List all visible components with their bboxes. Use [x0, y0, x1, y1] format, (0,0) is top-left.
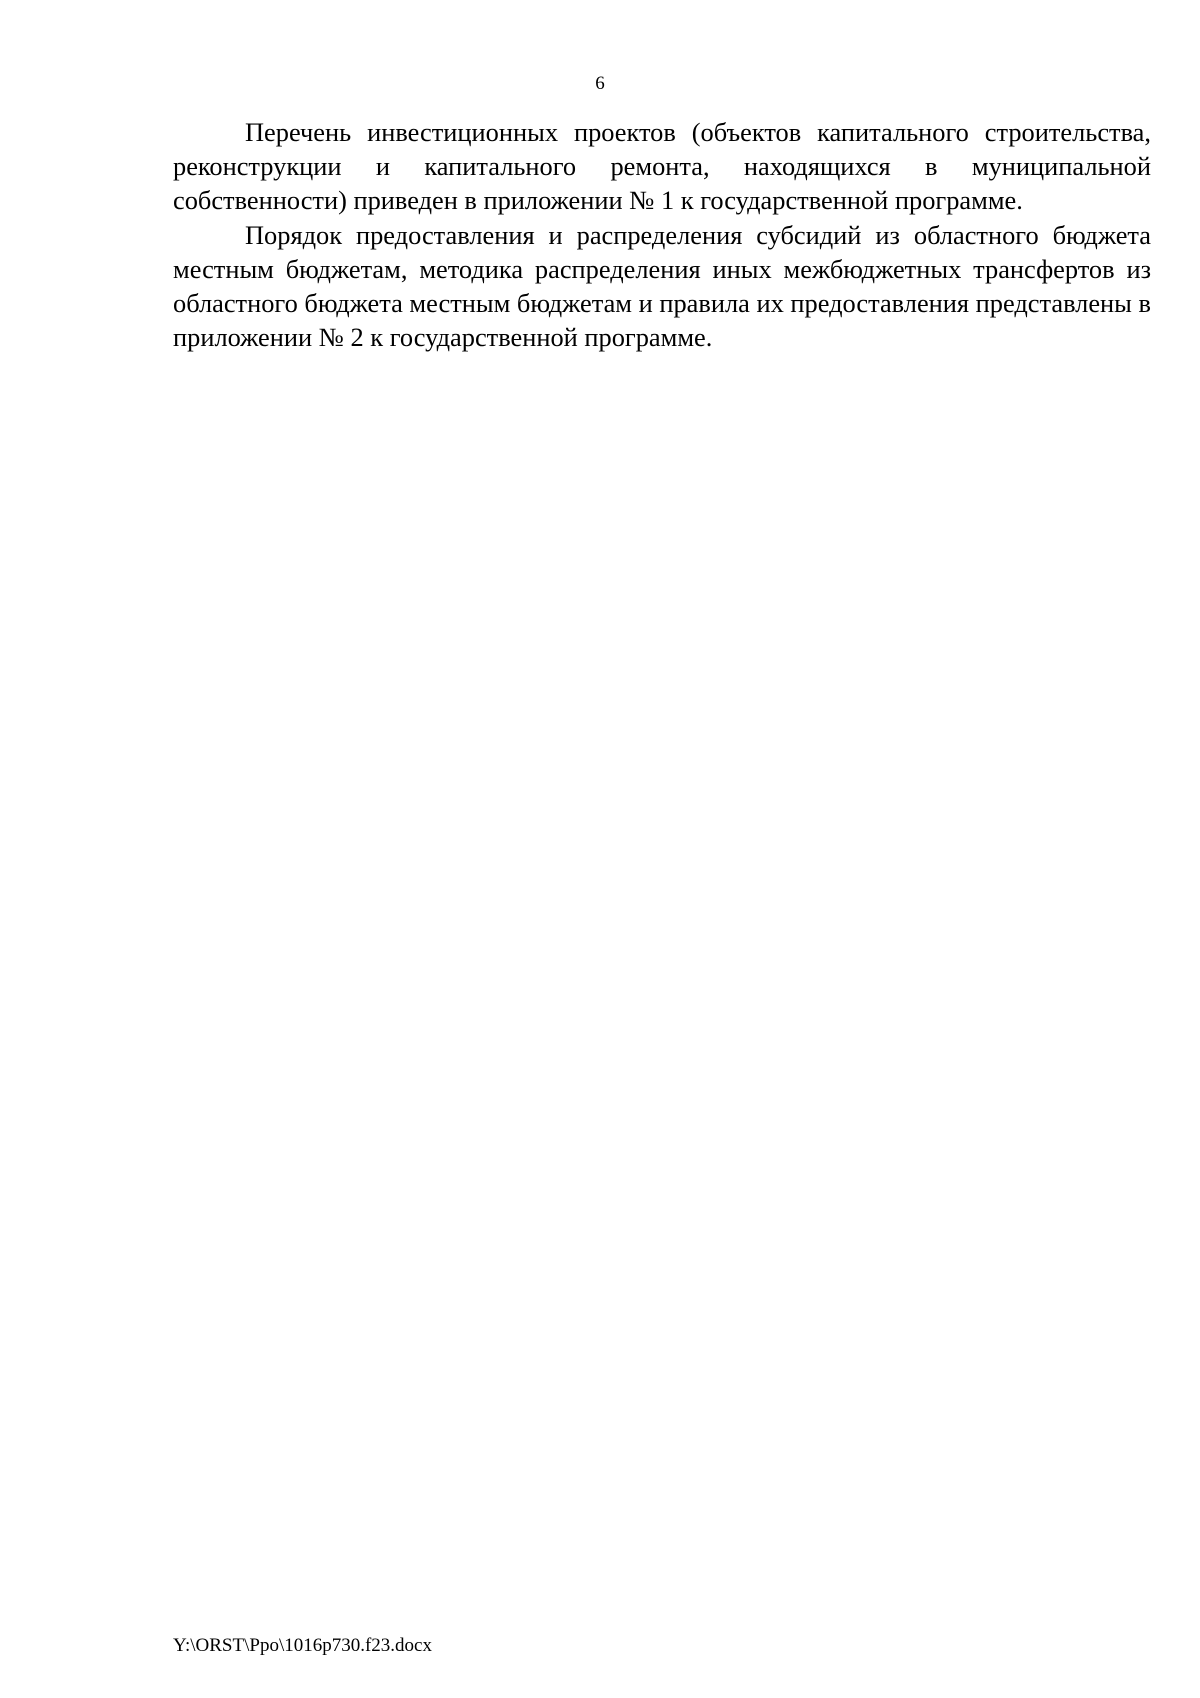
paragraph-investment-projects: Перечень инвестиционных проектов (объектов капитального строительства, реконструкции и капитального ремонта, находящихся в муниципальной собственности) приведен в приложении № 1 к государственной программе. [173, 117, 1151, 216]
document-body [173, 115, 1151, 354]
page-number: 6 [595, 73, 605, 94]
paragraph-subsidies-procedure: Порядок предоставления и распределения субсидий из областного бюджета местным бюджетам, методика распределения иных межбюджетных трансфертов из областного бюджета местным бюджетам и правила их предоставления представлены в приложении № 2 к государственной программе. [173, 219, 1151, 353]
footer-file-path: Y:\ORST\Ppo\1016p730.f23.docx [173, 1635, 432, 1656]
